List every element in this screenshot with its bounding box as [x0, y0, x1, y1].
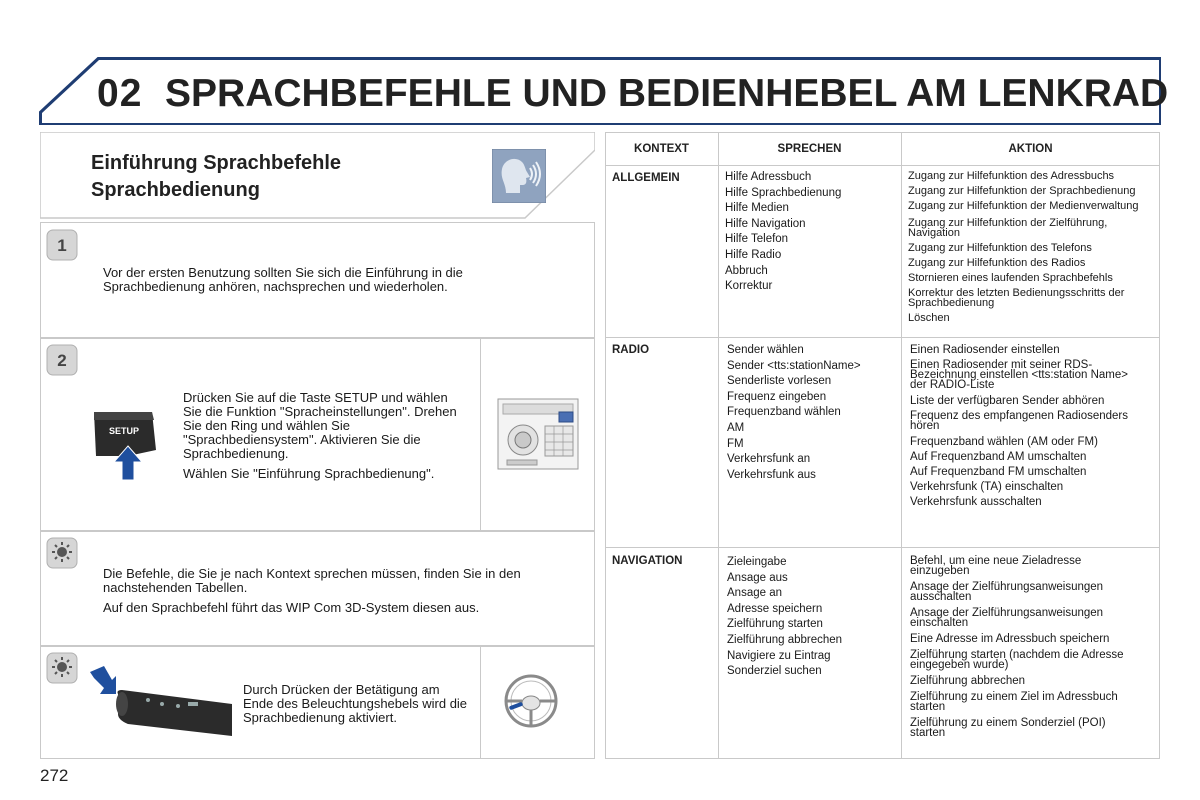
col-header-speak: SPRECHEN — [777, 143, 842, 155]
action-item: Frequenz des empfangenen Radiosenders hören — [910, 410, 1129, 432]
action-item: Befehl, um eine neue Zieladresse einzugeben — [910, 555, 1082, 577]
setup-button-illustration — [88, 410, 160, 484]
speech-recognition-icon — [492, 149, 546, 203]
action-item: Zielführung abbrechen — [910, 675, 1026, 687]
speak-item: Frequenz eingeben — [727, 390, 827, 403]
speak-item: Verkehrsfunk an — [727, 453, 811, 466]
action-cell — [910, 556, 1158, 738]
speak-item: Frequenzband wählen — [727, 406, 841, 419]
action-item: Zugang zur Hilfefunktion der Medienverwaltung — [908, 200, 1139, 212]
chapter-title: SPRACHBEFEHLE UND BEDIENHEBEL AM LENKRAD — [165, 72, 1169, 115]
step-3-text-part1: Die Befehle, die Sie je nach Kontext sprechen müssen, finden Sie in den nachstehenden Tabellen. — [103, 566, 521, 595]
speak-item: Ansage an — [727, 587, 782, 600]
speak-item: Zielführung starten — [727, 618, 823, 631]
action-item: Einen Radiosender einstellen — [910, 344, 1060, 356]
action-item: Verkehrsfunk (TA) einschalten — [910, 481, 1064, 493]
col-header-action: AKTION — [1008, 143, 1053, 155]
speak-item: Zieleingabe — [727, 556, 787, 568]
radio-console-illustration — [497, 398, 579, 472]
speak-item: Hilfe Sprachbedienung — [725, 186, 842, 199]
speak-item: Verkehrsfunk aus — [727, 468, 816, 481]
speak-item: Senderliste vorlesen — [727, 375, 832, 388]
action-item: Verkehrsfunk ausschalten — [910, 496, 1042, 508]
speak-item: Hilfe Navigation — [725, 217, 806, 230]
action-item: Zugang zur Hilfefunktion der Sprachbedienung — [908, 185, 1136, 197]
step-3-text-part2: Auf den Sprachbefehl führt das WIP Com 3D-System diesen aus. — [103, 600, 480, 615]
speak-cell — [727, 343, 861, 483]
table-col-divider — [718, 132, 719, 759]
step-2-divider — [480, 338, 481, 531]
table-col-divider — [901, 132, 902, 759]
step-1-number: 1 — [57, 236, 67, 255]
step-2-badge — [46, 344, 78, 376]
step-1-text: Vor der ersten Benutzung sollten Sie sich die Einführung in die Sprachbedienung anhören, nachsprechen und wiederholen. — [103, 265, 463, 294]
action-item: Löschen — [908, 312, 950, 324]
chapter-header — [0, 0, 1200, 130]
intro-title-line2: Sprachbedienung — [91, 179, 260, 201]
page-number: 272 — [40, 766, 69, 785]
action-item: Einen Radiosender mit seiner RDS- Bezeichnung einstellen <tts:station Name> der RADIO-Liste — [910, 359, 1128, 391]
action-item: Auf Frequenzband AM umschalten — [910, 451, 1087, 463]
action-item: Korrektur des letzten Bedienungsschritts der Sprachbedienung — [908, 287, 1125, 309]
chapter-number: 02 — [97, 72, 143, 115]
action-item: Eine Adresse im Adressbuch speichern — [910, 633, 1110, 645]
speak-cell — [727, 555, 842, 680]
tip-icon — [46, 537, 78, 569]
speak-item: AM — [727, 421, 745, 434]
action-item: Zugang zur Hilfefunktion des Adressbuchs — [908, 170, 1115, 182]
action-cell — [910, 345, 1158, 507]
speak-item: Hilfe Adressbuch — [725, 171, 812, 183]
action-item: Zielführung zu einem Sonderziel (POI) starten — [910, 717, 1106, 739]
action-item: Zugang zur Hilfefunktion der Zielführung, Navigation — [908, 217, 1108, 239]
speak-item: Navigiere zu Eintrag — [727, 649, 831, 662]
intro-title-line1: Einführung Sprachbefehle — [91, 152, 342, 174]
table-row-divider — [605, 547, 1160, 548]
speak-item: FM — [727, 437, 744, 450]
speak-item: Sonderziel suchen — [727, 665, 822, 678]
step-1-badge — [46, 229, 78, 261]
step-3-text — [103, 567, 573, 621]
speak-item: Hilfe Telefon — [725, 233, 789, 246]
action-cell — [908, 171, 1158, 323]
speak-item: Sender wählen — [727, 344, 804, 356]
speak-item: Sender <tts:stationName> — [727, 359, 861, 372]
table-header-divider — [605, 165, 1160, 166]
speak-item: Korrektur — [725, 280, 773, 293]
action-item: Ansage der Zielführungsanweisungen einschalten — [910, 607, 1104, 629]
speak-item: Ansage aus — [727, 571, 788, 584]
tip-icon — [46, 652, 78, 684]
col-header-context: KONTEXT — [634, 143, 689, 155]
steering-wheel-illustration — [503, 673, 559, 729]
step-2-text — [183, 391, 468, 487]
action-item: Frequenzband wählen (AM oder FM) — [910, 436, 1098, 448]
context-cell: NAVIGATION — [612, 555, 683, 567]
speak-item: Adresse speichern — [727, 602, 823, 615]
speak-item: Abbruch — [725, 264, 768, 277]
speak-item: Hilfe Medien — [725, 202, 789, 215]
speak-cell — [725, 170, 841, 295]
speak-item: Zielführung abbrechen — [727, 633, 843, 646]
action-item: Zielführung zu einem Ziel im Adressbuch starten — [910, 691, 1118, 713]
context-cell: RADIO — [612, 344, 650, 356]
step-2-number: 2 — [57, 351, 67, 370]
table-row-divider — [605, 337, 1160, 338]
step-4-divider — [480, 646, 481, 759]
step-2-text-part1: Drücken Sie auf die Taste SETUP und wählen Sie die Funktion "Spracheinstellungen". Drehen Sie den Ring und wählen Sie "Sprachbediensystem". Aktivieren Sie die Sprachbedienung. — [183, 390, 457, 461]
step-4-text: Durch Drücken der Betätigung am Ende des Beleuchtungshebels wird die Sprachbedienung aktiviert. — [243, 682, 468, 725]
action-item: Stornieren eines laufenden Sprachbefehls — [908, 272, 1113, 284]
setup-button-label: SETUP — [108, 426, 140, 436]
action-item: Auf Frequenzband FM umschalten — [910, 466, 1087, 478]
action-item: Zugang zur Hilfefunktion des Radios — [908, 257, 1086, 269]
step-2-text-part2: Wählen Sie "Einführung Sprachbedienung". — [183, 466, 435, 481]
speak-item: Hilfe Radio — [725, 248, 782, 261]
lighting-stalk-illustration — [88, 664, 234, 740]
action-item: Zielführung starten (nachdem die Adresse eingegeben wurde) — [910, 649, 1124, 671]
context-cell: ALLGEMEIN — [612, 172, 680, 184]
action-item: Ansage der Zielführungsanweisungen ausschalten — [910, 581, 1104, 603]
intro-title — [91, 150, 341, 204]
action-item: Zugang zur Hilfefunktion des Telefons — [908, 242, 1092, 254]
action-item: Liste der verfügbaren Sender abhören — [910, 395, 1105, 407]
